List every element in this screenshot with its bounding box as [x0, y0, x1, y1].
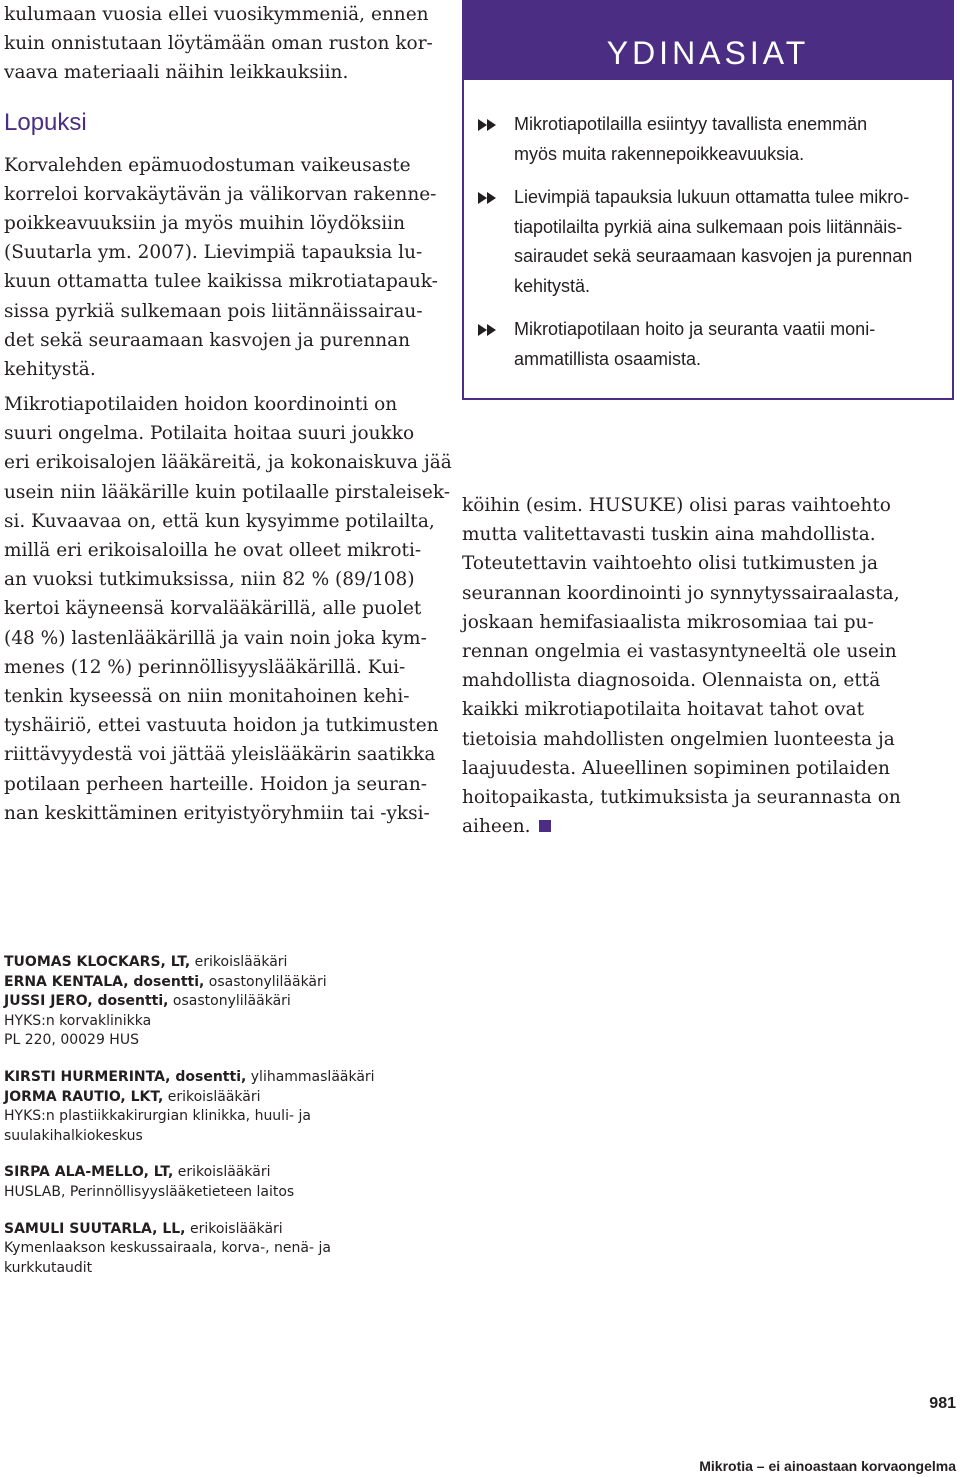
- text-line: kaikki mikrotiapotilaita hoitavat tahot ovat: [462, 699, 865, 721]
- author-name: JORMA RAUTIO, LKT, erikoislääkäri: [4, 1088, 261, 1105]
- left-column: [4, 0, 452, 828]
- text-line: det sekä seuraamaan kasvojen ja purennan: [4, 329, 411, 351]
- double-chevron-right-icon: [478, 324, 500, 336]
- key-point-item: [464, 183, 952, 301]
- right-paragraph: [462, 491, 902, 812]
- author-affiliation: Kymenlaakson keskussairaala, korva-, nenä- ja: [4, 1240, 331, 1257]
- double-chevron-right-icon: [478, 119, 500, 131]
- text-line: vaava materiaali näihin leikkauksiin.: [4, 62, 349, 84]
- text-line: seurannan koordinointi jo synnytyssairaalasta,: [462, 582, 900, 604]
- double-chevron-right-icon: [478, 192, 500, 204]
- text-line: poikkeavuuksiin ja myös muihin löydöksiin: [4, 212, 406, 234]
- key-point-text-line: kehitystä.: [514, 275, 591, 296]
- text-line: (Suutarla ym. 2007). Lievimpiä tapauksia lu-: [4, 242, 423, 264]
- section-heading: Lopuksi: [4, 108, 87, 136]
- author-affiliation: suulakihalkiokeskus: [4, 1127, 143, 1144]
- author-group: [4, 1220, 524, 1279]
- running-title: Mikrotia – ei ainoastaan korvaongelma: [699, 1458, 956, 1474]
- last-line-text: aiheen.: [462, 816, 531, 838]
- key-point-text-line: sairaudet sekä seuraamaan kasvojen ja purennan: [514, 246, 913, 266]
- text-line: kuun ottamatta tulee kaikissa mikrotiatapauk-: [4, 271, 438, 293]
- text-line: korreloi korvakäytävän ja välikorvan rakenne-: [4, 183, 437, 205]
- key-points-header: [464, 2, 952, 80]
- text-line: eri erikoisalojen lääkäreitä, ja kokonaiskuva jää: [4, 452, 452, 474]
- text-line: menes (12 %) perinnöllisyyslääkärillä. Kui-: [4, 656, 406, 678]
- author-group: [4, 1068, 524, 1146]
- text-line: sissa pyrkiä sulkemaan pois liitännäissairau-: [4, 300, 423, 322]
- key-point-text-line: Mikrotiapotilaan hoito ja seuranta vaatii moni-: [514, 319, 876, 339]
- text-line: suuri ongelma. Potilaita hoitaa suuri joukko: [4, 423, 415, 445]
- text-line: Toteutettavin vaihtoehto olisi tutkimusten ja: [462, 553, 879, 575]
- text-line: si. Kuvaavaa on, että kun kysyimme potilailta,: [4, 510, 435, 532]
- intro-paragraph: [4, 0, 434, 88]
- text-line: riittävyydestä voi jättää yleislääkärin saatikka: [4, 744, 436, 766]
- text-line: tietoisia mahdollisten ongelmien luonteesta ja: [462, 728, 895, 750]
- author-name: SIRPA ALA-MELLO, LT, erikoislääkäri: [4, 1164, 271, 1181]
- right-column: [462, 491, 902, 841]
- author-affiliation: PL 220, 00029 HUS: [4, 1032, 139, 1049]
- author-name: SAMULI SUUTARLA, LL, erikoislääkäri: [4, 1220, 283, 1237]
- text-line: joskaan hemifasiaalista mikrosomiaa tai pu-: [462, 611, 874, 633]
- author-affiliation: HYKS:n plastiikkakirurgian klinikka, huuli- ja: [4, 1108, 311, 1125]
- text-line: usein niin lääkärille kuin potilaalle pirstaleisek-: [4, 481, 450, 503]
- text-line: (48 %) lastenlääkärillä ja vain noin joka kym-: [4, 627, 427, 649]
- text-line: kertoi käyneensä korvalääkärillä, alle puolet: [4, 598, 422, 620]
- key-point-text-line: tiapotilailta pyrkiä aina sulkemaan pois liitännäis-: [514, 216, 903, 237]
- author-affiliation: HYKS:n korvaklinikka: [4, 1012, 152, 1029]
- text-line: kehitystä.: [4, 358, 96, 380]
- text-line: hoitopaikasta, tutkimuksista ja seurannasta on: [462, 786, 901, 808]
- paragraph-2: [4, 390, 452, 828]
- text-line: laajuudesta. Alueellinen sopiminen potilaiden: [462, 757, 890, 779]
- author-name: JUSSI JERO, dosentti, osastonylilääkäri: [4, 993, 291, 1010]
- text-line: kuin onnistutaan löytämään oman ruston kor-: [4, 33, 433, 55]
- text-line: tyshäiriö, ettei vastuuta hoidon ja tutkimusten: [4, 715, 439, 737]
- text-line: millä eri erikoisaloilla he ovat olleet mikroti-: [4, 540, 422, 561]
- text-line: mahdollista diagnosoida. Olennaista on, että: [462, 670, 881, 692]
- text-line: köihin (esim. HUSUKE) olisi paras vaihtoehto: [462, 495, 891, 516]
- key-points-box: [462, 0, 954, 400]
- author-name: TUOMAS KLOCKARS, LT, erikoislääkäri: [4, 954, 288, 970]
- author-name: ERNA KENTALA, dosentti, osastonylilääkäri: [4, 973, 327, 990]
- author-affiliation: HUSLAB, Perinnöllisyyslääketieteen laitos: [4, 1183, 295, 1200]
- text-line: Mikrotiapotilaiden hoidon koordinointi on: [4, 394, 398, 416]
- text-line: rennan ongelmia ei vastasyntyneeltä ole usein: [462, 640, 897, 662]
- text-line: Korvalehden epämuodostuman vaikeusaste: [4, 154, 411, 176]
- text-line: mutta valitettavasti tuskin aina mahdollista.: [462, 524, 876, 546]
- author-group: [4, 953, 524, 1051]
- text-line: an vuoksi tutkimuksissa, niin 82 % (89/108): [4, 569, 415, 591]
- text-line: potilaan perheen harteille. Hoidon ja seuran-: [4, 773, 427, 795]
- key-points-list: [464, 80, 952, 374]
- author-list: [4, 953, 524, 1295]
- author-name: KIRSTI HURMERINTA, dosentti, ylihammaslääkäri: [4, 1068, 375, 1085]
- key-point-text-line: Lievimpiä tapauksia lukuun ottamatta tulee mikro-: [514, 187, 910, 207]
- text-line: kulumaan vuosia ellei vuosikymmeniä, ennen: [4, 4, 429, 25]
- key-point-text-line: myös muita rakennepoikkeavuuksia.: [514, 143, 805, 164]
- text-line: nan keskittäminen erityistyöryhmiin tai -yksi-: [4, 802, 430, 824]
- paragraph-1: [4, 151, 438, 385]
- key-point-item: [464, 110, 952, 169]
- square-end-mark-icon: [539, 820, 551, 832]
- page-number: 981: [929, 1395, 956, 1412]
- key-points-title: YDINASIAT: [606, 35, 810, 71]
- key-point-text-line: Mikrotiapotilailla esiintyy tavallista enemmän: [514, 114, 868, 134]
- author-group: [4, 1163, 524, 1202]
- key-point-item: [464, 315, 952, 374]
- right-paragraph-last-line: [462, 812, 902, 841]
- author-affiliation: kurkkutaudit: [4, 1259, 93, 1276]
- text-line: tenkin kyseessä on niin monitahoinen kehi-: [4, 685, 410, 707]
- key-point-text-line: ammatillista osaamista.: [514, 348, 702, 369]
